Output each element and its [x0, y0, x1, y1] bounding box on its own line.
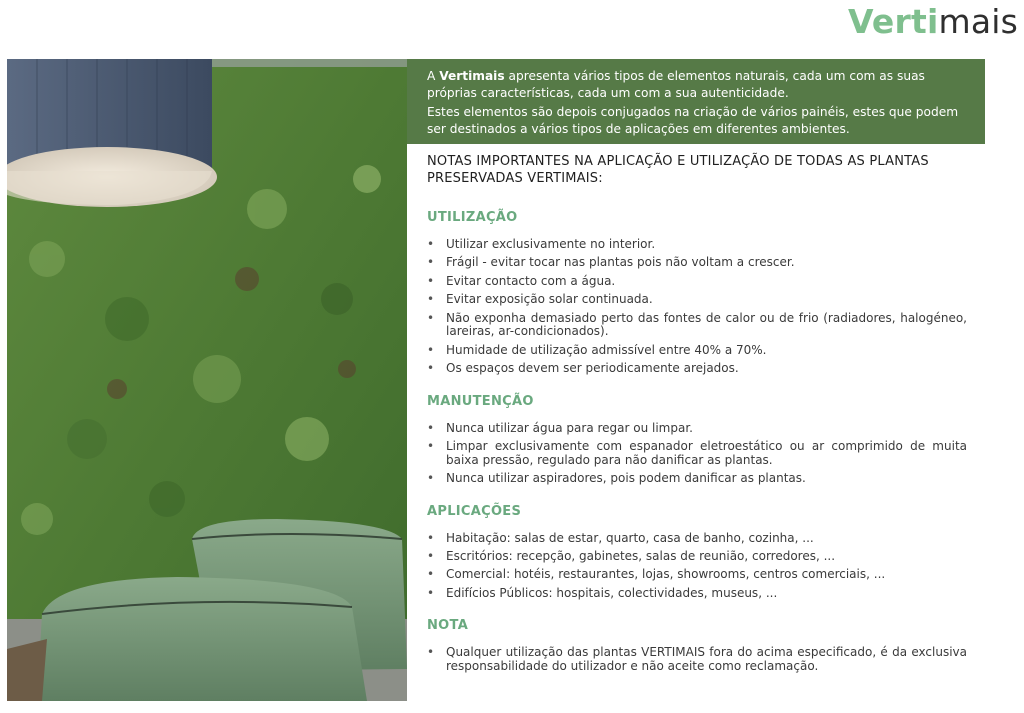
list-item: • Nunca utilizar aspiradores, pois podem danificar as plantas.: [427, 472, 967, 486]
section-manutencao: [427, 393, 967, 486]
logo-part-verti: Verti: [847, 2, 939, 41]
section-utilizacao: [427, 209, 967, 376]
list-item: • Utilizar exclusivamente no interior.: [427, 238, 967, 252]
main-title: NOTAS IMPORTANTES NA APLICAÇÃO E UTILIZAÇÃO DE TODAS AS PLANTAS PRESERVADAS VERTIMAIS:: [427, 154, 929, 186]
intro-paragraph-2: Estes elementos são depois conjugados na criação de vários painéis, estes que podem ser destinados a vários tipos de aplicações em diferentes ambientes.: [427, 105, 959, 136]
list-item: • Nunca utilizar água para regar ou limpar.: [427, 422, 967, 436]
intro-panel: [407, 59, 985, 144]
list-item: • Evitar exposição solar continuada.: [427, 293, 967, 307]
list-item: • Escritórios: recepção, gabinetes, salas de reunião, corredores, ...: [427, 550, 967, 564]
logo-part-mais: mais: [938, 2, 1018, 41]
section-title: NOTA: [427, 618, 469, 634]
list-item: • Qualquer utilização das plantas VERTIMAIS fora do acima especificado, é da exclusiva responsabilidade do utilizador e não aceite como reclamação.: [427, 646, 967, 673]
section-title: APLICAÇÕES: [427, 503, 522, 519]
section-aplicacoes: [427, 503, 967, 601]
section-title: MANUTENÇÃO: [427, 393, 534, 409]
intro-prefix: A: [427, 69, 440, 83]
intro-brand: Vertimais: [439, 69, 505, 83]
section-title: UTILIZAÇÃO: [427, 210, 518, 225]
list-item: • Evitar contacto com a água.: [427, 275, 967, 289]
list-item: • Os espaços devem ser periodicamente arejados.: [427, 362, 967, 376]
bullet-list: [427, 422, 967, 486]
list-item: • Limpar exclusivamente com espanador eletroestático ou ar comprimido de muita baixa pressão, regulado para não danificar as plantas.: [427, 440, 967, 467]
intro-text: apresenta vários tipos de elementos naturais, cada um com as suas próprias características, cada um com a sua autenticidade.: [427, 69, 925, 100]
bullet-list: [427, 238, 967, 376]
green-wall-photo: [7, 59, 407, 701]
notes-content: [427, 153, 967, 678]
bullet-list: [427, 646, 967, 673]
brand-logo: [848, 2, 1018, 41]
list-item: • Edifícios Públicos: hospitais, colectividades, museus, ...: [427, 587, 967, 601]
list-item: • Habitação: salas de estar, quarto, casa de banho, cozinha, ...: [427, 532, 967, 546]
section-nota: [427, 617, 967, 673]
bullet-list: [427, 532, 967, 601]
list-item: • Não exponha demasiado perto das fontes de calor ou de frio (radiadores, halogéneo, lareiras, ar-condicionados).: [427, 312, 967, 339]
list-item: • Frágil - evitar tocar nas plantas pois não voltam a crescer.: [427, 256, 967, 270]
list-item: • Comercial: hotéis, restaurantes, lojas, showrooms, centros comerciais, ...: [427, 568, 967, 582]
intro-paragraph-1: [427, 68, 973, 102]
list-item: • Humidade de utilização admissível entre 40% a 70%.: [427, 344, 967, 358]
